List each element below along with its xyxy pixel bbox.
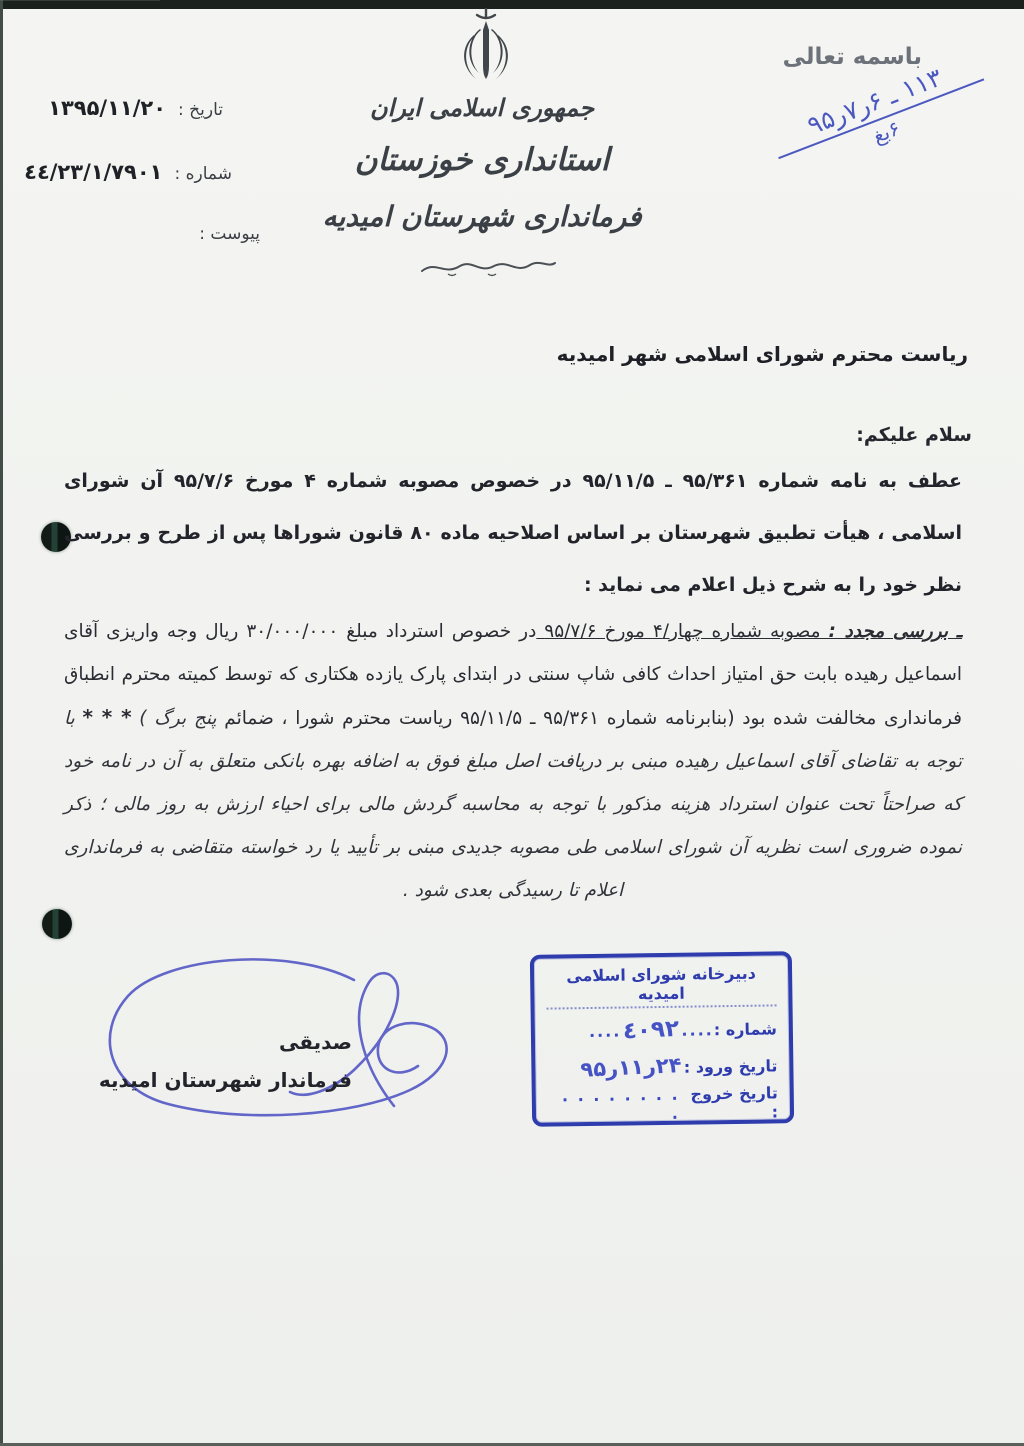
stamp-number-handwritten: ٤٠٩٢ <box>622 1015 681 1045</box>
review-heading-resolution: مصوبه شماره چهار/۴ مورخ ۹۵/۷/۶ <box>536 621 829 642</box>
signer-title: فرماندار شهرستان امیدیه <box>98 1068 352 1092</box>
stamp-number-dots-left: .... <box>681 1019 714 1040</box>
letterhead-county: فرمانداری شهرستان امیدیه <box>322 200 642 233</box>
punch-hole-bottom <box>42 909 72 939</box>
secretariat-stamp <box>530 951 794 1127</box>
main-paragraph-text1: در خصوص استرداد مبلغ ۳۰/۰۰۰/۰۰۰ ریال وجه واریزی آقای اسماعیل رهیده بابت حق امتیاز احداث کافی شاپ سنتی در ابتدای پارک یازده هکتاری که توسط کمیته محترم انطباق فرمانداری مخالفت شده بود (بنابرنامه شماره ۹۵/۳۶۱ ـ ۹۵/۱۱/۵ ریاست محترم شورا ، ضمائم <box>64 621 963 729</box>
handwritten-reference-line2: ۶بغ <box>869 115 904 148</box>
main-paragraph-text2: با توجه به تقاضای آقای اسماعیل رهیده مبنی بر دریافت اصل مبلغ فوق به اضافه بهره بانکی متعلق به آن در نامه خود که صراحتاً تحت عنوان استرداد هزینه مذکور با توجه به محاسبه گردش مالی برای احیاء ارزش به روز مالی ؛ ذکر نموده ضروری است نظریه آن شورای اسلامی طی مصوبه جدیدی مبنی بر تأیید یا رد خواسته متقاضی به فرمانداری اعلام تا رسیدگی بعدی شود . <box>64 708 962 901</box>
stamp-number-row <box>547 1013 777 1046</box>
date-row <box>48 96 223 120</box>
date-label: تاریخ : <box>178 100 223 120</box>
stamp-number-dots-right: .... <box>588 1021 622 1041</box>
stamp-exit-date-label: تاریخ خروج : <box>690 1083 779 1122</box>
stamp-entry-date-row <box>547 1050 777 1083</box>
stamp-entry-date-handwritten: ۲۴ر۱۱ر۹۵ <box>580 1052 683 1082</box>
stamp-exit-date-row <box>548 1083 779 1123</box>
signer-name: صدیقی <box>278 1030 352 1054</box>
stamp-title-text: دبیرخانه شورای اسلامی امیدیه <box>546 963 777 1009</box>
attachment-label: پیوست : <box>199 224 260 244</box>
besmele-invocation: باسمه تعالی <box>782 44 922 70</box>
letterhead-province: استانداری خوزستان <box>354 142 610 178</box>
handwritten-reference-line1: ۱۱۳ ـ ۶ر۷ر۹۵ <box>767 49 985 160</box>
paper-fold-line <box>0 0 160 1</box>
stamp-exit-date-dots: . . . . . . . . . <box>561 1084 680 1123</box>
attachment-row <box>199 224 260 244</box>
stamp-number-label: شماره : <box>713 1018 777 1039</box>
asterisk-separator: * * * <box>82 705 132 729</box>
letterhead-country: جمهوری اسلامی ایران <box>369 94 595 122</box>
letterhead-flourish-icon <box>418 256 558 280</box>
number-label: شماره : <box>174 164 232 184</box>
scan-edge-left <box>0 0 3 1446</box>
intro-paragraph: عطف به نامه شماره ۹۵/۳۶۱ ـ ۹۵/۱۱/۵ در خصوص مصوبه شماره ۴ مورخ ۹۵/۷/۶ آن شورای اسلامی ، هیأت تطبیق شهرستان بر اساس اصلاحیه ماده ۸۰ قانون شوراها پس از طرح و بررسی نظر خود را به شرح ذیل اعلام می نماید : <box>64 470 962 596</box>
recipient-line: ریاست محترم شورای اسلامی شهر امیدیه <box>556 342 968 366</box>
main-paragraph <box>64 610 962 912</box>
review-heading: ـ بررسی مجدد : <box>828 621 962 642</box>
number-value: ٤٤/٢٣/١/٧٩٠١ <box>24 160 163 184</box>
stamp-title <box>546 963 777 1009</box>
letterhead <box>312 84 652 246</box>
date-value: ۱۳۹۵/۱۱/۲۰ <box>48 96 167 120</box>
main-paragraph-pages-note: پنج برگ ) <box>131 708 225 729</box>
iran-emblem-icon <box>454 8 518 88</box>
number-row <box>24 160 232 184</box>
stamp-entry-date-label: تاریخ ورود : <box>683 1055 778 1077</box>
greeting-line: سلام علیکم: <box>856 424 972 446</box>
